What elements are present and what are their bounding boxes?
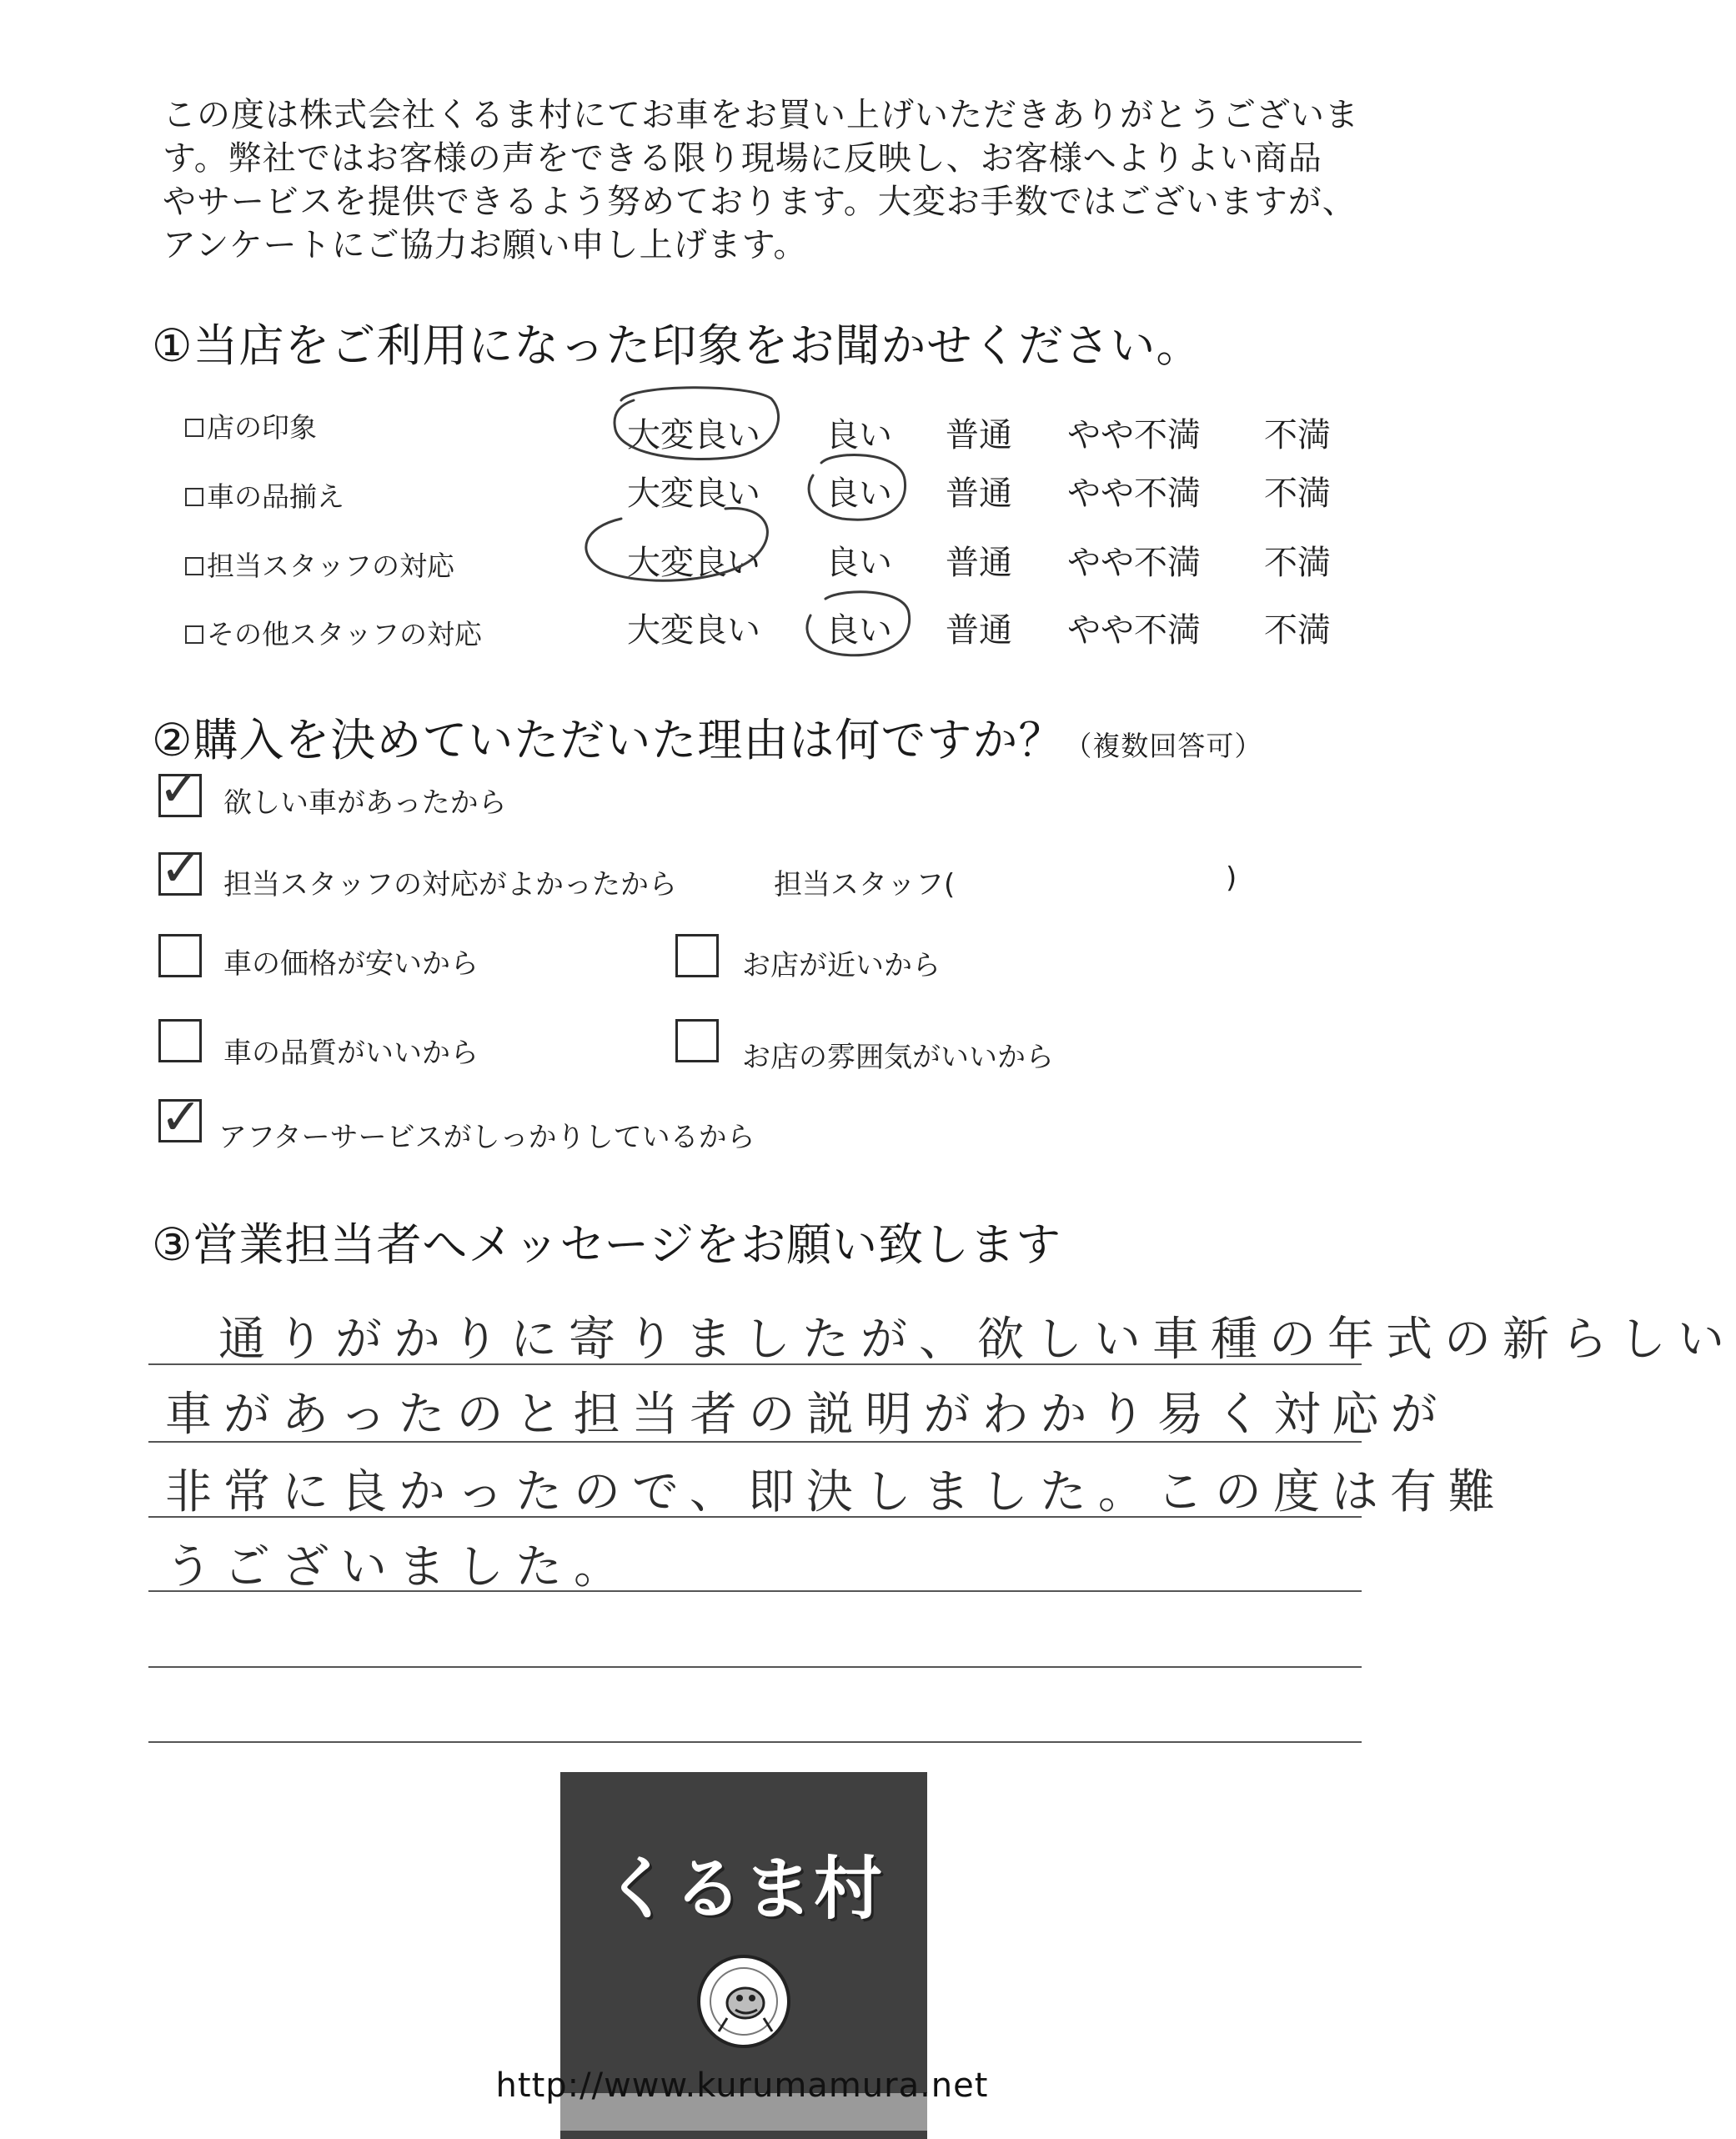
check-icon: ✓ <box>158 760 201 818</box>
q1-row-label: 店の印象 <box>185 406 317 445</box>
option-normal[interactable]: 普通 <box>946 416 1012 454</box>
logo-text: くるま村 <box>603 1850 884 1929</box>
message-line <box>148 1741 1362 1743</box>
label-quality: 車の品質がいいから <box>223 1037 479 1070</box>
label-want-car: 欲しい車があったから <box>223 786 507 820</box>
selection-circles <box>0 0 1509 751</box>
option-normal[interactable]: 普通 <box>946 544 1012 582</box>
handwritten-line: 車があったのと担当者の説明がわかり易く対応が <box>165 1388 1449 1442</box>
option-good[interactable]: 良い <box>825 611 892 650</box>
option-very-good[interactable]: 大変良い <box>627 474 760 513</box>
checkbox-near[interactable] <box>675 934 719 977</box>
intro-line: アンケートにご協力お願い申し上げます。 <box>163 226 808 264</box>
check-icon: ✓ <box>160 840 203 898</box>
handwritten-line: 通りがかりに寄りましたが、欲しい車種の年式の新らしい <box>218 1313 1736 1367</box>
option-somewhat-dissatisfied[interactable]: やや不満 <box>1067 544 1201 582</box>
q1-row-label: その他スタッフの対応 <box>185 613 482 652</box>
checkbox-quality[interactable] <box>158 1019 202 1062</box>
check-icon: ✓ <box>160 1088 203 1147</box>
option-dissatisfied[interactable]: 不満 <box>1264 544 1331 582</box>
label-staff: 担当スタッフの対応がよかったから <box>223 868 677 901</box>
option-good[interactable]: 良い <box>825 416 892 454</box>
handwritten-line: 非常に良かったので、即決しました。この度は有難 <box>165 1465 1507 1519</box>
option-somewhat-dissatisfied[interactable]: やや不満 <box>1067 416 1201 454</box>
message-line <box>148 1666 1362 1668</box>
option-normal[interactable]: 普通 <box>946 474 1012 513</box>
circle-mark-row1 <box>615 388 779 459</box>
label-near: お店が近いから <box>742 949 941 982</box>
q2-note: （複数回答可） <box>1064 730 1263 762</box>
option-dissatisfied[interactable]: 不満 <box>1264 416 1331 454</box>
handwritten-line: うございました。 <box>165 1540 632 1594</box>
option-somewhat-dissatisfied[interactable]: やや不満 <box>1067 474 1201 513</box>
checkbox-atmosphere[interactable] <box>675 1019 719 1062</box>
circle-mark-row3 <box>586 509 768 581</box>
q3-title: ③営業担当者へメッセージをお願い致します <box>152 1218 1062 1271</box>
option-very-good[interactable]: 大変良い <box>627 544 760 582</box>
mascot-icon <box>694 1951 794 2051</box>
footer-url[interactable]: http://www.kurumamura.net <box>495 2066 989 2105</box>
option-good[interactable]: 良い <box>825 544 892 582</box>
staff-name-close: ) <box>1226 861 1237 895</box>
circle-mark-row2 <box>809 454 905 520</box>
option-dissatisfied[interactable]: 不満 <box>1264 474 1331 513</box>
option-somewhat-dissatisfied[interactable]: やや不満 <box>1067 611 1201 650</box>
circle-mark-row4 <box>807 592 910 655</box>
checkbox-price[interactable] <box>158 934 202 977</box>
staff-name-label: 担当スタッフ( <box>774 868 956 901</box>
label-price: 車の価格が安いから <box>223 947 479 981</box>
q2-title: ②購入を決めていただいた理由は何ですか？（複数回答可） <box>152 714 1263 766</box>
intro-line: やサービスを提供できるよう努めております。大変お手数ではございますが、 <box>163 183 1357 221</box>
intro-line: この度は株式会社くるま村にてお車をお買い上げいただきありがとうございま <box>163 96 1359 134</box>
q1-row-label: 担当スタッフの対応 <box>185 545 454 584</box>
option-normal[interactable]: 普通 <box>946 611 1012 650</box>
option-very-good[interactable]: 大変良い <box>627 416 760 454</box>
intro-line: す。弊社ではお客様の声をできる限り現場に反映し、お客様へよりよい商品 <box>163 139 1322 178</box>
option-very-good[interactable]: 大変良い <box>627 611 760 650</box>
option-dissatisfied[interactable]: 不満 <box>1264 611 1331 650</box>
q1-row-label: 車の品揃え <box>185 475 344 515</box>
option-good[interactable]: 良い <box>825 474 892 513</box>
staff-name-field[interactable] <box>959 859 1209 896</box>
label-after-service: アフターサービスがしっかりしているから <box>218 1121 755 1154</box>
label-atmosphere: お店の雰囲気がいいから <box>742 1041 1054 1074</box>
q1-title: ①当店をご利用になった印象をお聞かせください。 <box>152 319 1202 372</box>
